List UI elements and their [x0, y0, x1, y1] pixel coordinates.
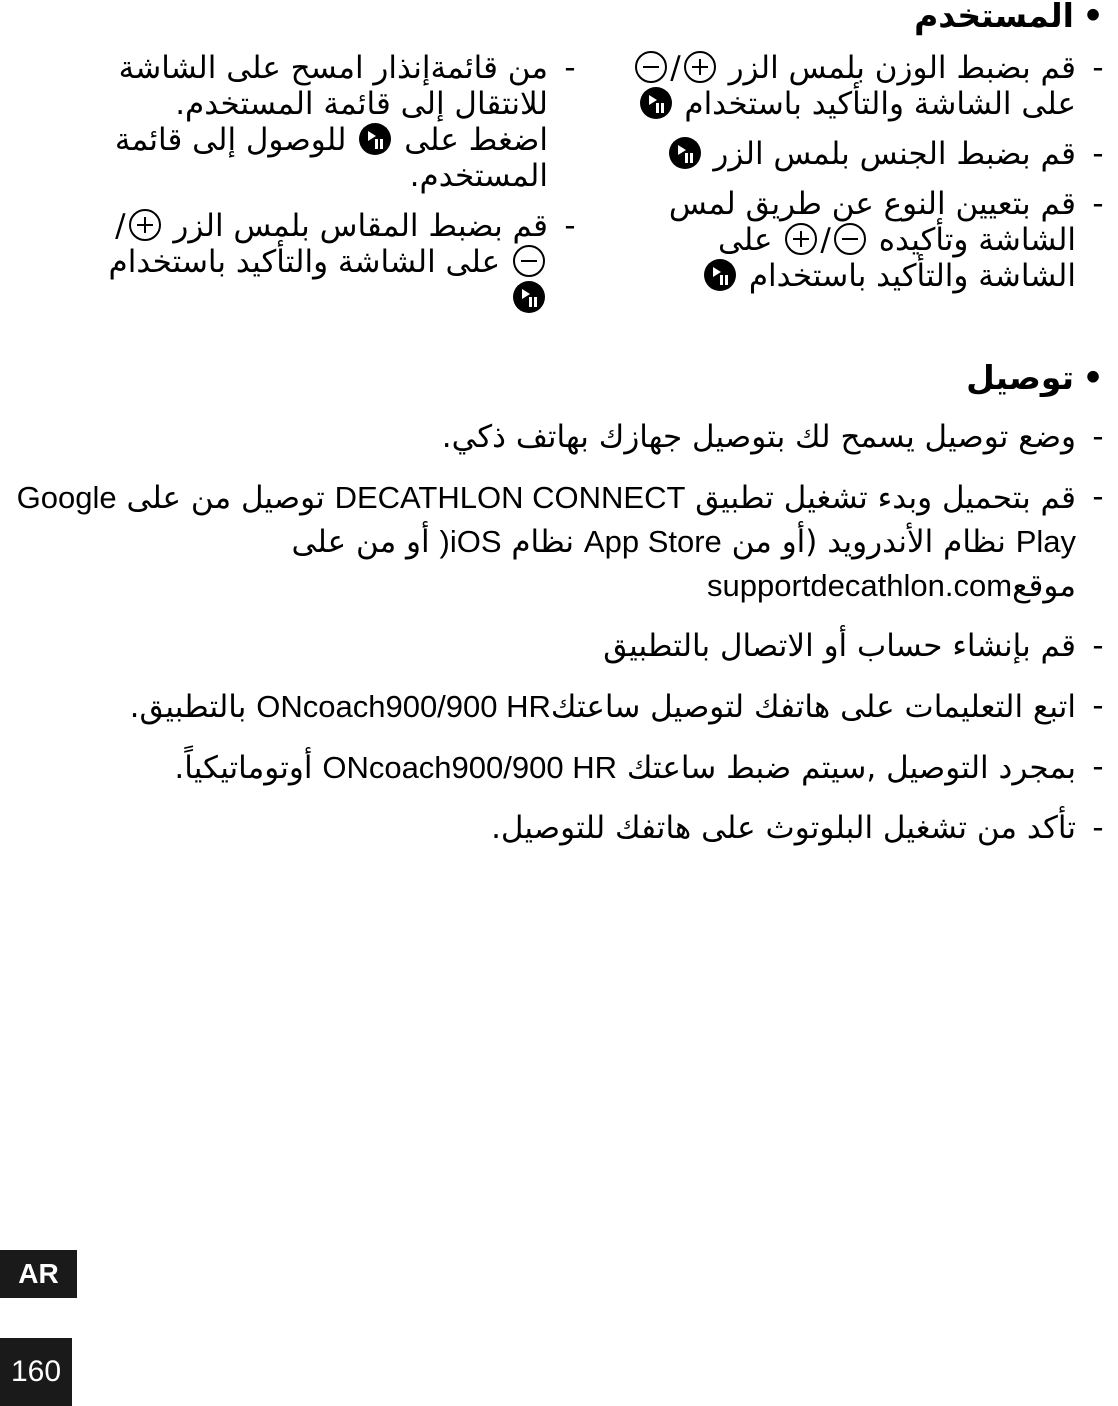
bullet: • — [1082, 358, 1104, 397]
item-text: توصيل من على — [126, 480, 325, 516]
dash: - — [1092, 810, 1104, 846]
slash: / — [670, 50, 681, 86]
heading-text: المستخدم — [914, 0, 1074, 35]
minus-circle-icon — [833, 222, 867, 256]
plus-circle-icon — [128, 208, 162, 242]
user-section-heading — [914, 0, 1112, 36]
item-text: قم بضبط الجنس بلمس الزر — [713, 136, 1076, 172]
dash: - — [564, 50, 576, 86]
minus-circle-icon — [512, 244, 546, 278]
list-item — [0, 476, 1112, 608]
play-pause-icon — [639, 86, 673, 120]
item-text: وضع توصيل يسمح لك بتوصيل جهازك بهاتف ذكي. — [441, 419, 1076, 455]
list-item-gender — [626, 136, 1112, 172]
dash: - — [1092, 50, 1104, 86]
item-text: قم بتحميل وبدء تشغيل تطبيق — [695, 480, 1076, 516]
device-name: ONcoach900/900 HR — [322, 750, 617, 785]
heading-text: توصيل — [966, 358, 1074, 397]
store-name: App Store — [583, 524, 722, 559]
list-item — [0, 416, 1112, 459]
item-text: قم بإنشاء حساب أو الاتصال بالتطبيق — [603, 628, 1076, 664]
plus-circle-icon — [683, 50, 717, 84]
item-text: للوصول إلى قائمة المستخدم. — [114, 122, 548, 194]
item-text: قم بضبط المقاس بلمس الزر — [173, 208, 548, 244]
user-right-column — [626, 50, 1112, 308]
item-text: نظام الأندرويد (أو من — [731, 524, 1006, 560]
minus-circle-icon — [634, 50, 668, 84]
list-item — [0, 746, 1112, 790]
dash: - — [1092, 688, 1104, 724]
item-text: أو من على موقع — [291, 524, 1076, 604]
os-name: iOS( — [439, 524, 502, 559]
play-pause-icon — [668, 136, 702, 170]
website: supportdecathlon.com — [707, 568, 1013, 603]
pairing-section-heading — [966, 358, 1112, 398]
item-text: على الشاشة والتأكيد باستخدام — [717, 222, 1076, 294]
item-text: اضغط على — [404, 122, 548, 158]
list-item — [0, 685, 1112, 729]
play-pause-icon — [703, 258, 737, 292]
list-item — [0, 807, 1112, 850]
list-item-size — [98, 208, 584, 316]
language-tab: AR — [0, 1250, 77, 1298]
dash: - — [1092, 136, 1104, 172]
play-pause-icon — [358, 122, 392, 156]
item-text: على الشاشة والتأكيد باستخدام — [684, 86, 1076, 122]
list-item-type — [626, 186, 1112, 294]
item-text: على الشاشة والتأكيد باستخدام — [108, 244, 501, 280]
item-text: بمجرد التوصيل ,سيتم ضبط ساعتك — [626, 750, 1076, 786]
user-left-column — [98, 50, 584, 330]
item-text: بالتطبيق. — [129, 689, 247, 725]
dash: - — [1092, 186, 1104, 222]
plus-circle-icon — [784, 222, 818, 256]
dash: - — [1092, 749, 1104, 785]
item-text: قم بضبط الوزن بلمس الزر — [728, 50, 1076, 86]
page-number: 160 — [0, 1338, 72, 1406]
play-pause-icon — [512, 280, 546, 314]
list-item-weight — [626, 50, 1112, 122]
item-text: نظام — [511, 524, 575, 560]
item-text: أوتوماتيكياً. — [174, 750, 313, 786]
item-text: اتبع التعليمات على هاتفك لتوصيل ساعتك — [550, 689, 1076, 725]
item-text: من قائمةإنذار امسح على الشاشة للانتقال إلى قائمة المستخدم. — [118, 50, 548, 122]
dash: - — [1092, 628, 1104, 664]
item-text: تأكد من تشغيل البلوتوث على هاتفك للتوصيل. — [491, 810, 1076, 846]
item-text: قم بتعيين النوع عن طريق لمس الشاشة وتأكيده — [668, 186, 1076, 258]
slash: / — [820, 222, 831, 258]
device-name: ONcoach900/900 HR — [256, 689, 551, 724]
dash: - — [564, 208, 576, 244]
list-item — [0, 625, 1112, 668]
pairing-list — [0, 416, 1112, 867]
store-name: Google Play — [16, 480, 1076, 559]
bullet: • — [1082, 0, 1104, 35]
dash: - — [1092, 419, 1104, 455]
app-name: DECATHLON CONNECT — [334, 480, 686, 515]
slash: / — [115, 208, 126, 244]
list-item-menu — [98, 50, 584, 194]
dash: - — [1092, 479, 1104, 515]
